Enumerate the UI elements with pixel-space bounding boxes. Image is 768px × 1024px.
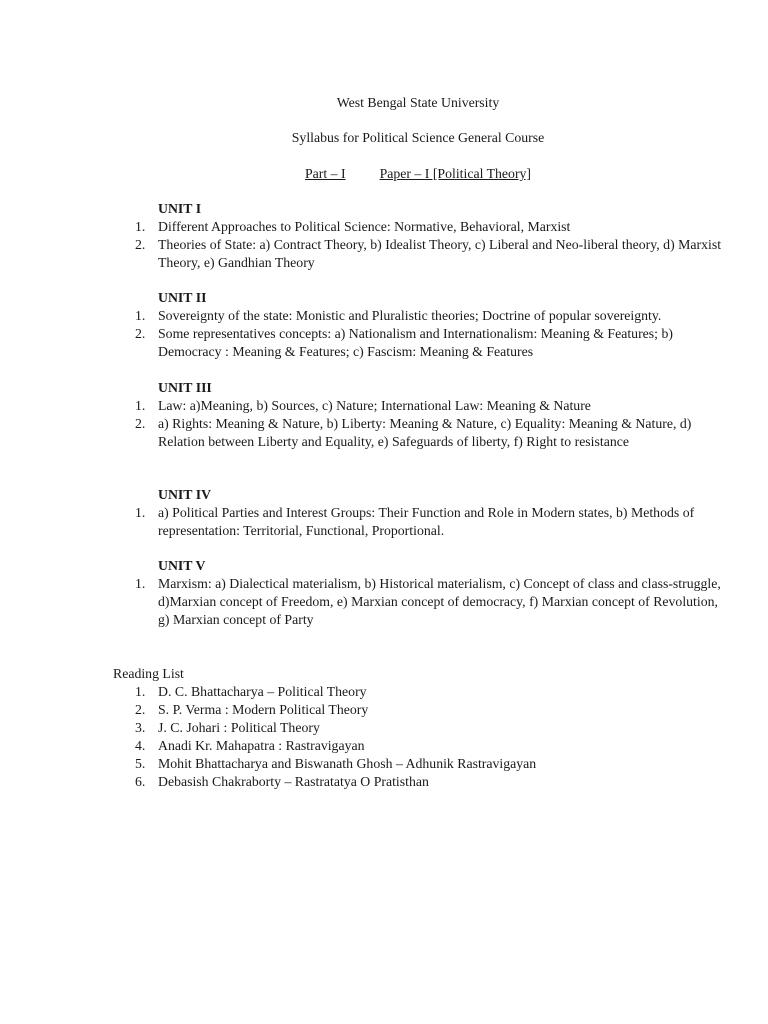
reading-list-item: [0, 755, 728, 773]
item-number: 3.: [135, 720, 146, 735]
item-number: 6.: [135, 774, 146, 789]
unit-heading: UNIT IV: [158, 487, 212, 502]
list-item: [0, 236, 728, 272]
list-item: [0, 504, 728, 540]
item-number: 1.: [135, 398, 146, 413]
reading-list-item: [0, 719, 728, 737]
item-text: D. C. Bhattacharya – Political Theory: [158, 684, 367, 699]
paper-label: Paper – I [Political Theory]: [379, 166, 532, 181]
course-title: Syllabus for Political Science General Course: [291, 130, 545, 145]
item-text: Mohit Bhattacharya and Biswanath Ghosh – Adhunik Rastravigayan: [158, 756, 537, 771]
paper-line: [0, 165, 768, 183]
item-text: J. C. Johari : Political Theory: [158, 720, 320, 735]
reading-list-item: [0, 701, 728, 719]
unit-list: [0, 397, 768, 451]
item-number: 4.: [135, 738, 146, 753]
unit-heading: UNIT III: [158, 380, 212, 395]
item-text: Law: a)Meaning, b) Sources, c) Nature; International Law: Meaning & Nature: [158, 398, 591, 413]
item-text: a) Political Parties and Interest Groups: Their Function and Role in Modern states, b) Methods of representation: Territorial, Functional, Proportional.: [158, 505, 695, 538]
item-number: 2.: [135, 702, 146, 717]
list-item: [0, 325, 728, 361]
item-text: S. P. Verma : Modern Political Theory: [158, 702, 369, 717]
list-item: [0, 397, 728, 415]
item-number: 1.: [135, 219, 146, 234]
list-item: [0, 307, 728, 325]
item-number: 2.: [135, 416, 146, 431]
unit-list: [0, 218, 768, 272]
item-number: 1.: [135, 576, 146, 591]
reading-list-item: [0, 773, 728, 791]
part-label: Part – I: [304, 166, 346, 181]
list-item: [0, 575, 728, 629]
unit-heading: UNIT I: [158, 201, 202, 216]
item-number: 1.: [135, 308, 146, 323]
reading-list: [0, 683, 768, 791]
university-name: West Bengal State University: [336, 95, 500, 110]
unit-heading: UNIT V: [158, 558, 206, 573]
item-number: 1.: [135, 505, 146, 520]
item-text: Some representatives concepts: a) Nationalism and Internationalism: Meaning & Features; b) Democracy : Meaning & Features; c) Fascism: Meaning & Features: [158, 326, 673, 359]
item-text: Sovereignty of the state: Monistic and Pluralistic theories; Doctrine of popular sovereignty.: [158, 308, 662, 323]
reading-list-title: Reading List: [113, 666, 184, 681]
unit-list: [0, 575, 768, 629]
item-number: 1.: [135, 684, 146, 699]
list-item: [0, 415, 728, 451]
unit-heading: UNIT II: [158, 290, 207, 305]
reading-list-item: [0, 683, 728, 701]
item-number: 2.: [135, 326, 146, 341]
reading-list-item: [0, 737, 728, 755]
item-number: 2.: [135, 237, 146, 252]
item-number: 5.: [135, 756, 146, 771]
item-text: a) Rights: Meaning & Nature, b) Liberty: Meaning & Nature, c) Equality: Meaning & Nature, d) Relation between Liberty and Equality, e) Safeguards of liberty, f) Right to resistance: [158, 416, 692, 449]
unit-list: [0, 504, 768, 540]
item-text: Debasish Chakraborty – Rastratatya O Pratisthan: [158, 774, 429, 789]
item-text: Theories of State: a) Contract Theory, b) Idealist Theory, c) Liberal and Neo-liberal theory, d) Marxist Theory, e) Gandhian Theory: [158, 237, 722, 270]
item-text: Anadi Kr. Mahapatra : Rastravigayan: [158, 738, 365, 753]
item-text: Marxism: a) Dialectical materialism, b) Historical materialism, c) Concept of class and class-struggle, d)Marxian concept of Freedom, e) Marxian concept of democracy, f) Marxian concept of Revolution, g) Marxian concept of Party: [158, 576, 721, 627]
list-item: [0, 218, 728, 236]
unit-list: [0, 307, 768, 361]
item-text: Different Approaches to Political Science: Normative, Behavioral, Marxist: [158, 219, 571, 234]
